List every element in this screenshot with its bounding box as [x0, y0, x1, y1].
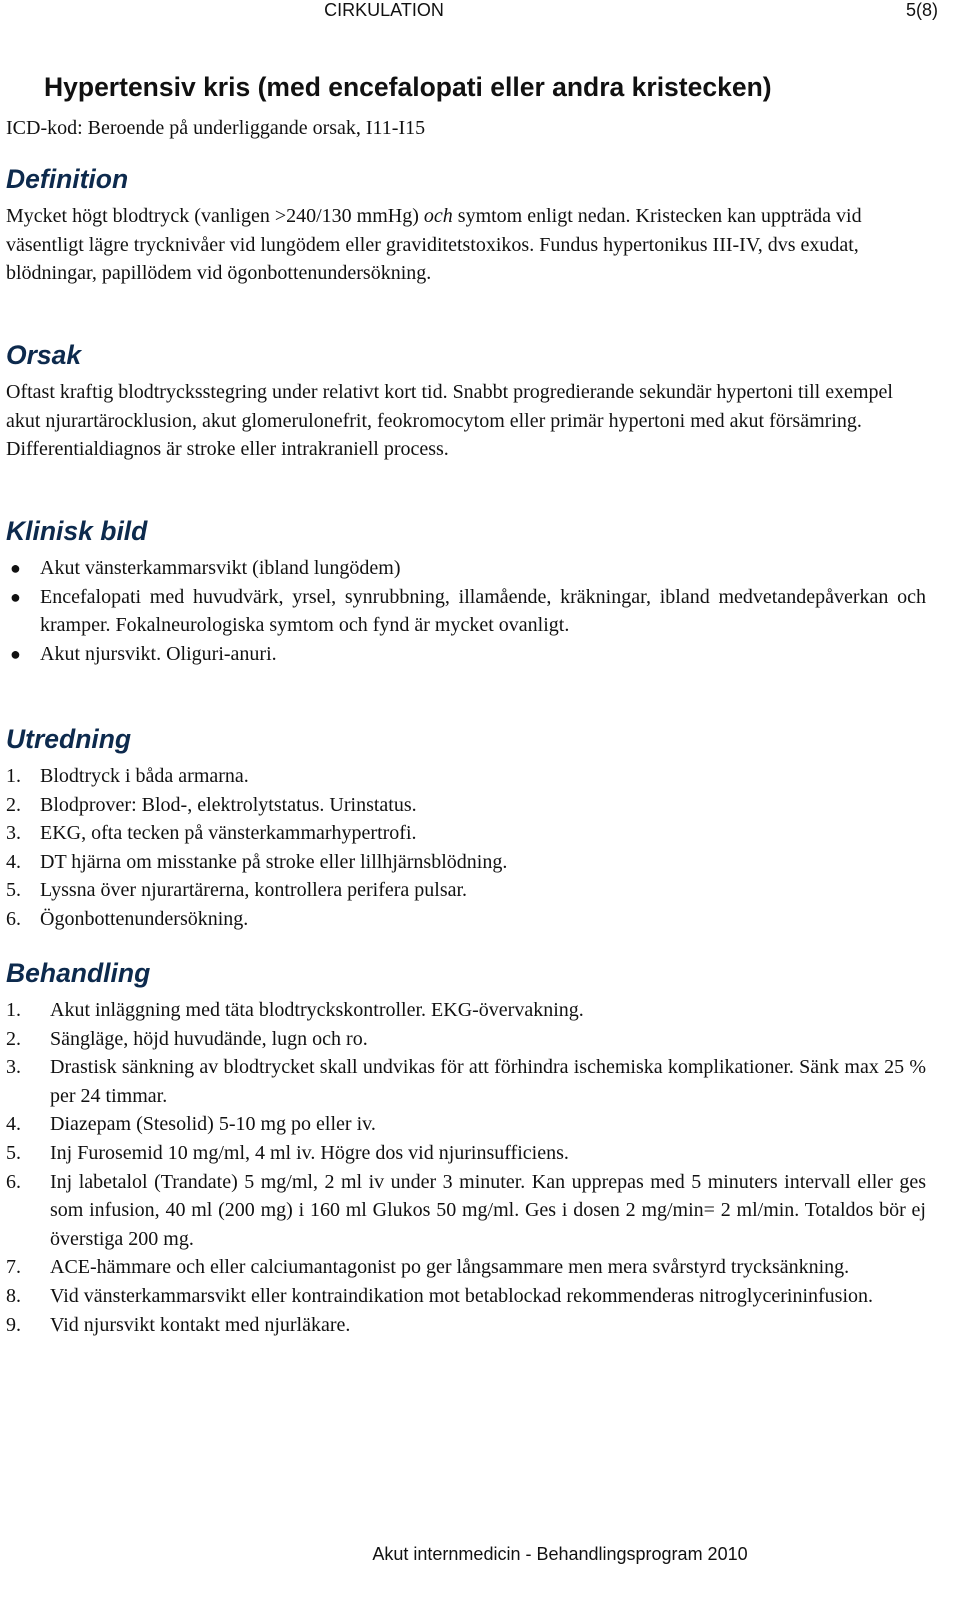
orsak-heading: Orsak [6, 340, 82, 370]
list-item: ● Akut njursvikt. Oliguri-anuri. [6, 640, 926, 669]
list-item: 4. Diazepam (Stesolid) 5-10 mg po eller iv. [6, 1113, 376, 1136]
list-item: 1. Akut inläggning med täta blodtryckskontroller. EKG-övervakning. [6, 999, 584, 1021]
list-item: 3. EKG, ofta tecken på vänsterkammarhypertrofi. [6, 822, 417, 845]
utredning-heading: Utredning [6, 724, 132, 754]
utredning-list [6, 762, 926, 934]
behandling-heading: Behandling [6, 958, 151, 988]
definition-heading: Definition [6, 164, 129, 194]
page-title: Hypertensiv kris (med encefalopati eller andra kristecken) [44, 72, 772, 102]
orsak-text: Oftast kraftig blodtrycksstegring under relativt kort tid. Snabbt progredierande sekundär hypertoni till exempel akut njurartärocklusion, akut glomerulonefrit, feokromocytom eller primär hypertoni med akut försämring. Differentialdiagnos är stroke eller intrakraniell process. [6, 381, 893, 461]
bullet-icon: ● [10, 586, 21, 607]
list-item: 1. Blodtryck i båda armarna. [6, 765, 249, 787]
list-item: 4. DT hjärna om misstanke på stroke eller lillhjärnsblödning. [6, 850, 508, 873]
list-item: 9. Vid njursvikt kontakt med njurläkare. [6, 1313, 351, 1336]
list-item: 2. Sängläge, höjd huvudände, lugn och ro. [6, 1027, 368, 1050]
definition-text [6, 202, 926, 288]
list-item: 6. Inj labetalol (Trandate) 5 mg/ml, 2 ml iv under 3 minuter. Kan upprepas med 5 minuters intervall eller ges som infusion, 40 ml (200 mg) i 160 ml Glukos 50 mg/ml. Ges i dosen 2 mg/min= 2 ml/min. Totaldos bör ej överstiga 200 mg. [6, 1170, 926, 1250]
list-item: 5. Inj Furosemid 10 mg/ml, 4 ml iv. Högre dos vid njurinsufficiens. [6, 1141, 569, 1164]
list-item: 6. Ögonbottenundersökning. [6, 907, 249, 930]
list-item: 7. ACE-hämmare och eller calciumantagonist po ger långsammare men mera svårstyrd trycksänkning. [6, 1256, 850, 1279]
definition-text-part: Mycket högt blodtryck (vanligen >240/130 mmHg) [6, 205, 424, 227]
page-footer: Akut internmedicin - Behandlingsprogram 2010 [372, 1544, 748, 1564]
list-item: ● Akut vänsterkammarsvikt (ibland lungödem) [6, 554, 926, 583]
bullet-icon: ● [10, 558, 21, 578]
definition-italic: och [423, 205, 453, 227]
behandling-list [6, 996, 926, 1339]
list-item: 3. Drastisk sänkning av blodtrycket skall undvikas för att förhindra ischemiska komplikationer. Sänk max 25 % per 24 timmar. [6, 1056, 926, 1107]
list-item: 8. Vid vänsterkammarsvikt eller kontraindikation mot betablockad rekommenderas nitroglycerininfusion. [6, 1284, 874, 1307]
list-item: 5. Lyssna över njurartärerna, kontrollera perifera pulsar. [6, 879, 468, 902]
list-item: ● Encefalopati med huvudvärk, yrsel, synrubbning, illamående, kräkningar, ibland medvetandepåverkan och kramper. Fokalneurologiska symtom och fynd är mycket ovanligt. [6, 583, 926, 640]
header-section: CIRKULATION [324, 0, 444, 20]
klinisk-heading: Klinisk bild [6, 516, 148, 546]
list-item: 2. Blodprover: Blod-, elektrolytstatus. Urinstatus. [6, 793, 417, 816]
bullet-icon: ● [10, 643, 21, 664]
icd-code: ICD-kod: Beroende på underliggande orsak, I11-I15 [6, 117, 426, 139]
definition-text-part: symtom enligt nedan. Kristecken kan uppträda vid väsentligt lägre trycknivåer vid lungödem eller graviditetstoxikos. Fundus hypertonikus III-IV, dvs exudat, blödningar, papillödem vid ögonbottenundersökning. [6, 205, 862, 285]
header-page-number: 5(8) [905, 0, 938, 20]
klinisk-list [6, 554, 926, 668]
